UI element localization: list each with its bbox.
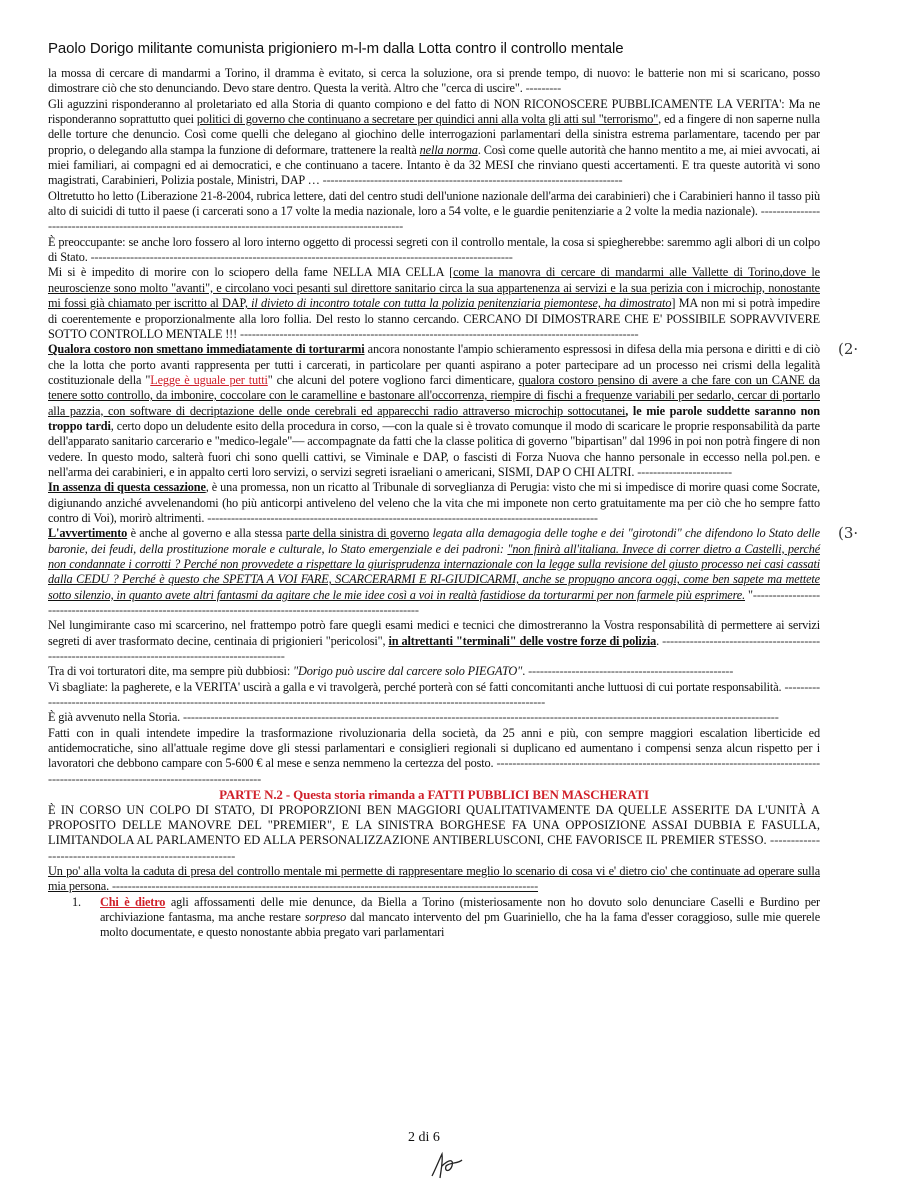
list-item-number: 1. — [72, 894, 81, 909]
paragraph-12: È già avvenuto nella Storia. ------------------------------------------------------------------------------------------------------------------------------------------------------- — [48, 710, 779, 725]
paragraph-4: È preoccupante: se anche loro fossero al loro interno oggetto di processi segreti con il controllo mentale, la cosa si spiegherebbe: saremmo agli albori di un colpo di Stato. ----------------------------------------------------------------------------------------------------------- — [48, 234, 820, 265]
paragraph-13: Fatti con in quali intendete impedire la trasformazione rivoluzionaria della società, da 25 anni e più, con sempre maggiori escalation liberticide ed antidemocratiche, sino all'attuale regime dove gli stessi parlamentari e consiglieri regionali si duplicano ed aumentano i compensi senza alcun rispetto per i lavoratori che debbono campare con 5-600 € al mese e senza nemmeno la certezza del posto. ---------------------------------------------------------------------------------------------------------------------------------------- — [48, 725, 820, 786]
paragraph-9: Nel lungimirante caso mi scarcerino, nel frattempo potrò fare quegli esami medici e tecnici che dimostreranno la Vostra responsabilità di permettere ai servizi segreti di aver trasformato decine, centinaia di prigionieri "pericolosi", in altrettanti "terminali" delle vostre forze di polizia. ---------------------------------------------------------------------------------------------------- — [48, 618, 820, 664]
paragraph-3: Oltretutto ho letto (Liberazione 21-8-2004, rubrica lettere, dati del centro studi dell'unione nazionale dell'arma dei carabinieri) che i Carabinieri hanno il tasso più alto di suicidi di tutto il paese (i carcerati sono a 17 volte la media nazionale, loro a 54 volte, e le guardie penitenziarie a 2 volte la media nazionale). --------------------------------------------------------------------------------------------------------- — [48, 188, 820, 234]
paragraph-5: Mi si è impedito di morire con lo sciopero della fame NELLA MIA CELLA [come la manovra di cercare di mandarmi alle Vallette di Torino,dove le neuroscienze sono molto "avanti", e circolano voci pesanti sul direttore sanitario circa la sua appartenenza ai servizi e la sua perizia con i microchip, nonostante mi fossi già chiamato per iscritto al DAP, il divieto di incontro totale con tutta la polizia penitenziaria piemontese, ha dimostrato] MA non mi si potrà impedire di coerentemente e proporzionalmente alla loro follia. Del resto lo stanno cercando. CERCANO DI DIMOSTRARE CHE E' POSSIBILE SOPRAVVIVERE SOTTO CONTROLLO MENTALE !!! ----------------------------------------------------------------------------------------------------- — [48, 265, 820, 341]
signature-icon — [428, 1148, 468, 1182]
paragraph-14: È IN CORSO UN COLPO DI STATO, DI PROPORZIONI BEN MAGGIORI QUALITATIVAMENTE DA QUELLE ASSERITE DA L'UNITÀ A PROPOSITO DELLE MANOVRE DEL "PREMIER", E LA SINISTRA BORGHESE FA UNA OPPOSIZIONE ASSAI DUBBIA E FASULLA, LIMITANDOLA AL PARLAMENTO ED ALLA PERSONALIZZAZIONE ANTIBERLUSCONI, CHE FAVORISCE IL PREMIER STESSO. --------------------------------------------------------- — [48, 802, 820, 863]
margin-annotation-2: (2· — [838, 340, 859, 358]
page-number: 2 di 6 — [408, 1130, 440, 1145]
document-body — [48, 66, 820, 941]
paragraph-15: Un po' alla volta la caduta di presa del controllo mentale mi permette di rappresentare meglio lo scenario di cosa vi e' dietro cio' che continuate ad operare sulla mia persona. ------------------------------------------------------------------------------------------------------------ — [48, 863, 820, 894]
part-2-heading: PARTE N.2 - Questa storia rimanda a FATTI PUBBLICI BEN MASCHERATI — [219, 787, 649, 803]
paragraph-7: In assenza di questa cessazione, è una promessa, non un ricatto al Tribunale di sorveglianza di Perugia: visto che mi si impedisce di morire quasi come Socrate, digiunando anziché avvelenandomi (ho più anticorpi antiveleno del veleno che la vita che mi imponete non certo gratuitamente ma per ciò che ho sempre fatto contro di Voi), morirò altrimenti. --------------------------------------------------------------------------------------------------- — [48, 480, 820, 525]
paragraph-10: Tra di voi torturatori dite, ma sempre più dubbiosi: "Dorigo può uscire dal carcere solo PIEGATO". ---------------------------------------------------- — [48, 664, 734, 679]
paragraph-6: Qualora costoro non smettano immediatamente di torturarmi ancora nonostante l'ampio schieramento espressosi in difesa della mia persona e diritti e di ciò che la lotta che porto avanti rappresenta per tutti i carcerati, in particolare per quanti aspirano a poter partecipare ad un processo nei crismi della legalità costituzionale della "Legge è uguale per tutti" che alcuni del potere vogliono farci dimenticare, qualora costoro pensino di avere a che fare con un CANE da tenere sotto controllo, da imbonire, coccolare con le caramelline e bastonare all'occorrenza, riempire di fischi a frequenze variabili per sedarlo, cercar di portarlo alla pazzia, con software di decriptazione delle onde cerebrali ed apparecchi radio attraverso microchip sottocutanei, le mie parole suddette saranno non troppo tardi, certo dopo un deludente esito della procedura in corso, —con la quale si è trovato comunque il modo di scaricare le proprie responsabilità da parte dell'apparato sanitario carcerario e "medico-legale"— accompagnate da fatti che la classe politica di governo "bipartisan" dal 1996 in poi non potrà fingere di non vedere. In questo modo, salterà fuori chi sono quelli cattivi, se Viminale e DAP, o fascisti di Forza Nuova che hanno personale in eccesso nella pol.pen. e nell'arma dei carabinieri, e in appalto certi loro servizi, o servizi segreti israeliani o americani, SISMI, DAP O CHI ALTRI. ------------------------ — [48, 342, 820, 479]
list-item-text: Chi è dietro agli affossamenti delle mie denunce, da Biella a Torino (misteriosamente non ho dovuto solo denunciare Caselli e Burdino per archiviazione fantasma, ma anche restare sorpreso dal mancato intervento del pm Guariniello, che ha la fama d'esser coraggioso, sulle mie querele molto documentate, e questo nonostante abbia pregato vari parlamentari — [100, 894, 821, 940]
list-item — [72, 895, 820, 941]
paragraph-8: L'avvertimento è anche al governo e alla stessa parte della sinistra di governo legata alla demagogia delle toghe e dei "girotondi" che difendono lo Stato delle baronie, dei feudi, della prostituzione morale e culturale, lo Stato emergenziale e dei padroni: "non finirà all'italiana. Invece di correr dietro a Castelli, perché non condannate i corrotti ? Perché non provvedete a rispettare la giurisprudenza internazionale con la legge sulla revisione del giusto processo nei casi cassati dalla CEDU ? Perché è questo che SPETTA A VOI FARE, SCARCERARMI E RI-GIUDICARMI, anche se propugno ancora oggi, come ben sapete ma mettete sotto silenzio, in quanto avete altri fantasmi da agitare che le mie idee così a voi in realtà fastidiose da torturarmi per non farmele più esprimere. "--------------------------------------------------------------------------------------------------------------- — [48, 526, 820, 618]
paragraph-1: la mossa di cercare di mandarmi a Torino, il dramma è evitato, si cerca la soluzione, ora si prende tempo, di nuovo: le batterie non mi si scaricano, posso dimostrare ciò che sto denunciando. Devo stare dentro. Questa la verità. Altro che "cerca di uscire". --------- — [48, 66, 820, 96]
paragraph-2: Gli aguzzini risponderanno al proletariato ed alla Storia di quanto compiono e del fatto di NON RICONOSCERE PUBBLICAMENTE LA VERITA': Ma ne risponderanno soprattutto quei politici di governo che continuano a secretare per quindici anni alla volta gli atti sul "terrorismo", ed a fingere di non saperne nulla delle torture che denuncio. Così come quelli che delegano al giochino delle interrogazioni parlamentari della sinistra estrema parlamentare, tacendo per par proprio, o delegando alla stampa la funzione di deformare, trattenere la realtà nella norma. Così come quelle autorità che hanno mentito a me, ai miei avvocati, ai miei familiari, ai compagni ed ai democratici, e che continuano a tacere. Intanto è da 32 MESI che rinviano questi accertamenti. E tra queste autorità vi sono magistrati, Carabinieri, Polizia postale, Ministri, DAP … ---------------------------------------------------------------------------- — [48, 96, 821, 188]
margin-annotation-3: (3· — [838, 524, 859, 542]
paragraph-11: Vi sbagliate: la pagherete, e la VERITA' uscirà a galla e vi travolgerà, perché porterà con sé fatti concomitanti anche luttuosi di cui portate responsabilità. --------------------------------------------------------------------------------------------------------------------------------------- — [48, 679, 820, 710]
document-title: Paolo Dorigo militante comunista prigioniero m-l-m dalla Lotta contro il controllo mentale — [48, 40, 624, 57]
